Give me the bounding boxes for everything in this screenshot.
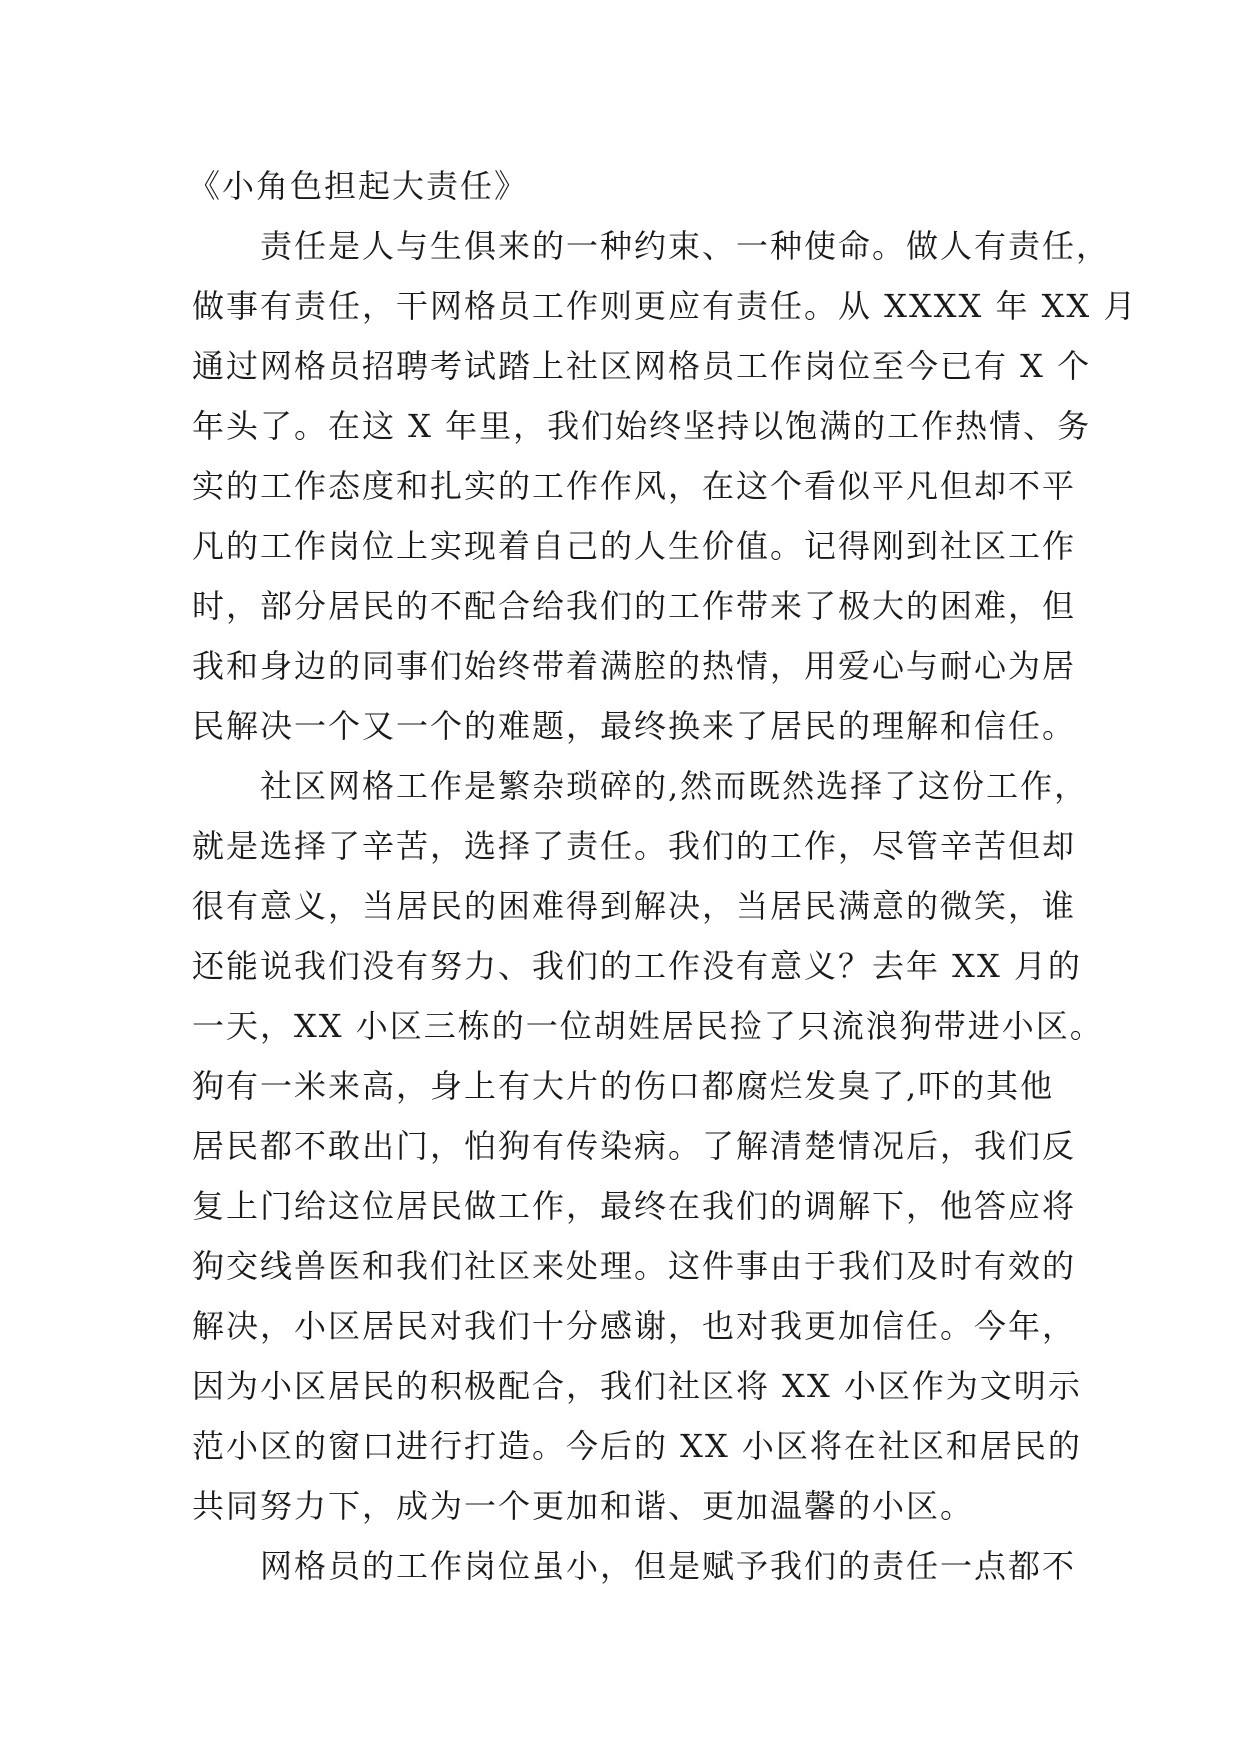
document-title: 《小角色担起大责任》 [188, 167, 529, 205]
paragraph-line: 复上门给这位居民做工作，最终在我们的调解下，他答应将 [192, 1187, 1077, 1225]
paragraph-line: 还能说我们没有努力、我们的工作没有意义？去年 XX 月的 [192, 947, 1082, 985]
paragraph-line: 共同努力下，成为一个更加和谐、更加温馨的小区。 [192, 1487, 975, 1525]
paragraph-line: 社区网格工作是繁杂琐碎的,然而既然选择了这份工作， [192, 767, 1089, 805]
document-body [188, 156, 1138, 1596]
paragraph-line: 很有意义，当居民的困难得到解决，当居民满意的微笑，谁 [192, 887, 1077, 925]
paragraph-line: 凡的工作岗位上实现着自己的人生价值。记得刚到社区工作 [192, 527, 1077, 565]
paragraph-line: 年头了。在这 X 年里，我们始终坚持以饱满的工作热情、务 [192, 407, 1092, 445]
paragraph-line: 做事有责任，干网格员工作则更应有责任。从 XXXX 年 XX 月 [192, 287, 1138, 325]
paragraph-3 [192, 1536, 1077, 1596]
paragraph-line: 实的工作态度和扎实的工作作风，在这个看似平凡但却不平 [192, 467, 1077, 505]
paragraph-line: 就是选择了辛苦，选择了责任。我们的工作，尽管辛苦但却 [192, 827, 1077, 865]
paragraph-line: 范小区的窗口进行打造。今后的 XX 小区将在社区和居民的 [192, 1427, 1082, 1465]
paragraph-line: 因为小区居民的积极配合，我们社区将 XX 小区作为文明示 [192, 1367, 1082, 1405]
paragraph-line: 居民都不敢出门，怕狗有传染病。了解清楚情况后，我们反 [192, 1127, 1077, 1165]
paragraph-line: 责任是人与生俱来的一种约束、一种使命。做人有责任， [192, 227, 1111, 265]
paragraph-1 [192, 216, 1138, 756]
paragraph-line: 一天，XX 小区三栋的一位胡姓居民捡了只流浪狗带进小区。 [192, 1007, 1104, 1045]
paragraph-line: 我和身边的同事们始终带着满腔的热情，用爱心与耐心为居 [192, 647, 1077, 685]
paragraph-line: 民解决一个又一个的难题，最终换来了居民的理解和信任。 [192, 707, 1077, 745]
paragraph-line: 通过网格员招聘考试踏上社区网格员工作岗位至今已有 X 个 [192, 347, 1092, 385]
paragraph-line: 网格员的工作岗位虽小，但是赋予我们的责任一点都不 [192, 1547, 1077, 1585]
paragraph-line: 狗交线兽医和我们社区来处理。这件事由于我们及时有效的 [192, 1247, 1077, 1285]
paragraph-2 [192, 756, 1104, 1536]
paragraph-line: 狗有一米来高，身上有大片的伤口都腐烂发臭了,吓的其他 [192, 1067, 1055, 1105]
paragraph-line: 时，部分居民的不配合给我们的工作带来了极大的困难，但 [192, 587, 1077, 625]
paragraph-line: 解决，小区居民对我们十分感谢，也对我更加信任。今年， [192, 1307, 1077, 1345]
